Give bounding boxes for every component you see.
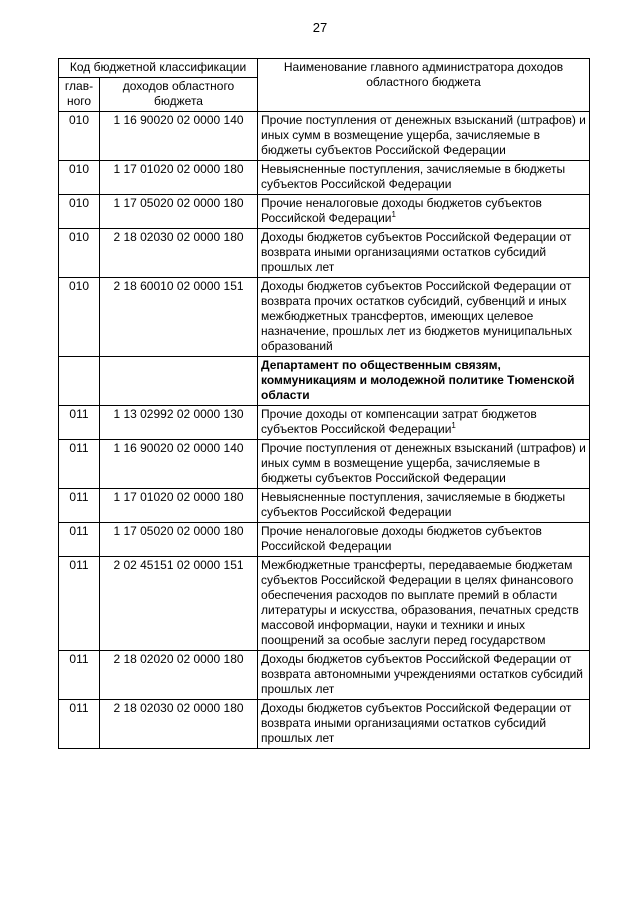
table-header xyxy=(59,59,590,112)
income-code-cell: 2 18 02030 02 0000 180 xyxy=(100,700,258,749)
admin-code-cell: 011 xyxy=(59,406,100,440)
page-number: 27 xyxy=(312,20,328,35)
table-row xyxy=(59,651,590,700)
administrator-name-cell xyxy=(258,195,590,229)
administrator-name-cell xyxy=(258,440,590,489)
budget-classification-table xyxy=(58,58,590,749)
income-code-cell: 1 16 90020 02 0000 140 xyxy=(100,440,258,489)
name-text: Прочие неналоговые доходы бюджетов субъектов Российской Федерации xyxy=(261,524,542,553)
admin-code-cell: 010 xyxy=(59,112,100,161)
name-text: Прочие поступления от денежных взысканий (штрафов) и иных сумм в возмещение ущерба, зачисляемые в бюджеты субъектов Российской Федерации xyxy=(261,113,586,157)
name-text: Департамент по общественным связям, коммуникациям и молодежной политике Тюменской области xyxy=(261,358,575,402)
income-code-cell: 1 17 05020 02 0000 180 xyxy=(100,195,258,229)
income-code-cell: 2 18 02030 02 0000 180 xyxy=(100,229,258,278)
admin-code-cell: 011 xyxy=(59,651,100,700)
administrator-name-cell xyxy=(258,406,590,440)
admin-code-cell: 010 xyxy=(59,161,100,195)
main-admin-code-header: глав- ного xyxy=(59,78,100,112)
administrator-name-cell xyxy=(258,557,590,651)
table-row xyxy=(59,523,590,557)
income-code-cell: 2 18 02020 02 0000 180 xyxy=(100,651,258,700)
department-heading-cell xyxy=(258,357,590,406)
table-row xyxy=(59,357,590,406)
admin-code-cell: 011 xyxy=(59,523,100,557)
name-text: Невыясненные поступления, зачисляемые в бюджеты субъектов Российской Федерации xyxy=(261,162,566,191)
administrator-name-cell xyxy=(258,229,590,278)
admin-code-cell: 011 xyxy=(59,440,100,489)
admin-code-cell xyxy=(59,357,100,406)
admin-code-cell: 011 xyxy=(59,700,100,749)
income-code-cell: 1 13 02992 02 0000 130 xyxy=(100,406,258,440)
income-code-header: доходов областного бюджета xyxy=(100,78,258,112)
admin-code-cell: 011 xyxy=(59,489,100,523)
table-body xyxy=(59,112,590,749)
administrator-name-cell xyxy=(258,651,590,700)
table-row xyxy=(59,440,590,489)
table-row xyxy=(59,406,590,440)
admin-code-cell: 010 xyxy=(59,195,100,229)
income-code-cell: 1 17 01020 02 0000 180 xyxy=(100,161,258,195)
table-row xyxy=(59,229,590,278)
name-text: Невыясненные поступления, зачисляемые в бюджеты субъектов Российской Федерации xyxy=(261,490,566,519)
name-text: Доходы бюджетов субъектов Российской Федерации от возврата иными организациями остатков субсидий прошлых лет xyxy=(261,701,572,745)
income-code-cell xyxy=(100,357,258,406)
classification-header: Код бюджетной классификации xyxy=(59,59,258,78)
administrator-name-cell xyxy=(258,700,590,749)
admin-code-cell: 011 xyxy=(59,557,100,651)
income-code-cell: 1 17 01020 02 0000 180 xyxy=(100,489,258,523)
footnote-marker: 1 xyxy=(391,210,396,219)
name-text: Прочие доходы от компенсации затрат бюджетов субъектов Российской Федерации xyxy=(261,407,537,436)
table-row xyxy=(59,557,590,651)
name-text: Прочие неналоговые доходы бюджетов субъектов Российской Федерации xyxy=(261,196,542,225)
name-text: Доходы бюджетов субъектов Российской Федерации от возврата иными организациями остатков субсидий прошлых лет xyxy=(261,230,572,274)
admin-code-cell: 010 xyxy=(59,278,100,357)
income-code-cell: 1 16 90020 02 0000 140 xyxy=(100,112,258,161)
administrator-name-cell xyxy=(258,523,590,557)
footnote-marker: 1 xyxy=(451,421,456,430)
administrator-name-cell xyxy=(258,112,590,161)
admin-code-cell: 010 xyxy=(59,229,100,278)
administrator-name-cell xyxy=(258,161,590,195)
table-row xyxy=(59,278,590,357)
name-text: Доходы бюджетов субъектов Российской Федерации от возврата прочих остатков субсидий, субвенций и иных межбюджетных трансфертов, имеющих целевое назначение, прошлых лет из бюджетов муниципальных образований xyxy=(261,279,573,353)
name-text: Межбюджетные трансферты, передаваемые бюджетам субъектов Российской Федерации в целях финансового обеспечения расходов по выплате премий в области литературы и искусства, образования, печатных средств массовой информации, науки и техники и иных поощрений за особые заслуги перед государством xyxy=(261,558,579,647)
income-code-cell: 2 18 60010 02 0000 151 xyxy=(100,278,258,357)
administrator-name-cell xyxy=(258,489,590,523)
table-row xyxy=(59,161,590,195)
administrator-name-header: Наименование главного администратора доходов областного бюджета xyxy=(258,59,590,112)
table-row xyxy=(59,489,590,523)
table-row xyxy=(59,700,590,749)
table-row xyxy=(59,112,590,161)
administrator-name-cell xyxy=(258,278,590,357)
name-text: Прочие поступления от денежных взысканий (штрафов) и иных сумм в возмещение ущерба, зачисляемые в бюджеты субъектов Российской Федерации xyxy=(261,441,586,485)
income-code-cell: 2 02 45151 02 0000 151 xyxy=(100,557,258,651)
income-code-cell: 1 17 05020 02 0000 180 xyxy=(100,523,258,557)
table-row xyxy=(59,195,590,229)
name-text: Доходы бюджетов субъектов Российской Федерации от возврата автономными учреждениями остатков субсидий прошлых лет xyxy=(261,652,584,696)
